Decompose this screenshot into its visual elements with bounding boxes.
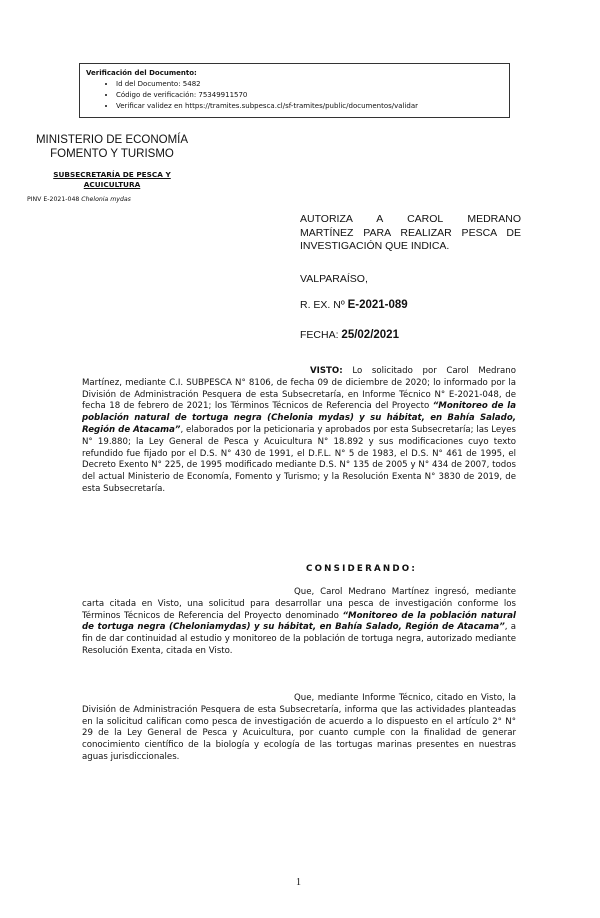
date-label: FECHA: <box>300 329 342 341</box>
resolution-value: E-2021-089 <box>347 299 408 311</box>
considerando-paragraph-1 <box>82 587 516 658</box>
ministry-heading <box>32 133 192 161</box>
verification-title: Verificación del Documento: <box>86 69 197 77</box>
date-value: 25/02/2021 <box>341 329 399 341</box>
resolution-date <box>300 329 399 341</box>
para1-text-2: , a fin de dar continuidad al estudio y monitoreo de la población de tortuga negra, autorizado mediante Resolución Exenta, citada en Visto. <box>82 622 516 656</box>
verification-url[interactable]: • Verificar validez en https://tramites.subpesca.cl/sf-tramites/public/documentos/validar <box>116 101 509 112</box>
subsecretaria-heading <box>36 170 188 190</box>
considerando-heading: CONSIDERANDO: <box>306 564 418 574</box>
pinv-reference <box>27 196 131 203</box>
ministry-line-2: FOMENTO Y TURISMO <box>50 148 174 160</box>
para2-text: Que, mediante Informe Técnico, citado en Visto, la División de Administración Pesquera de esta Subsecretaría, informa que las actividades planteadas en la solicitud califican como pesca de investigación de acuerdo a lo dispuesto en el artículo 2° N° 29 de la Ley General de Pesca y Acuicultura, por cuanto cumple con la finalidad de generar conocimiento científico de la biología y ecología de las tortugas marinas presentes en nuestras aguas jurisdiccionales. <box>82 693 516 762</box>
verification-box <box>79 63 510 118</box>
authorizes-rest: MARTÍNEZ PARA REALIZAR PESCA DE INVESTIGACIÓN QUE INDICA. <box>300 226 521 252</box>
pinv-species: Chelonia mydas <box>81 196 131 203</box>
resolution-number <box>300 299 408 311</box>
pinv-code: PINV E-2021-048 <box>27 196 82 203</box>
para1-project-title: “Monitoreo de la población natural de tortuga negra (Cheloniamydas) y su hábitat, en Bahía Salado, Región de Atacama” <box>82 610 516 633</box>
visto-text-1: Lo solicitado por Carol Medrano Martínez, mediante C.I. SUBPESCA N° 8106, de fecha 09 de diciembre de 2020; lo informado por la División de Administración Pesquera de esta Subsecretaría, en Informe Técnico N° E-2021-048, de fecha 18 de febrero de 2021; los Términos Técnicos de Referencia del Proyecto <box>82 366 516 412</box>
subsecretaria-line-2: ACUICULTURA <box>83 180 141 189</box>
page-number: 1 <box>296 877 301 888</box>
ministry-line-1: MINISTERIO DE ECONOMÍA <box>35 134 189 146</box>
authorizes-line-1: AUTORIZA A CAROL MEDRANO <box>300 213 521 225</box>
visto-project-title: “Monitoreo de la población natural de tortuga negra (Chelonia mydas) y su hábitat, en Bahía Salado, Región de Atacama” <box>82 401 517 435</box>
verification-list <box>86 79 509 112</box>
subsecretaria-line-1: SUBSECRETARÍA DE PESCA Y <box>53 170 171 179</box>
considerando-paragraph-2 <box>82 693 516 764</box>
city: VALPARAÍSO, <box>300 273 368 285</box>
resolution-label: R. EX. Nº <box>300 299 348 311</box>
visto-paragraph <box>82 366 516 496</box>
verification-code: • Código de verificación: 75349911570 <box>116 90 509 101</box>
para1-text-1: Que, Carol Medrano Martínez ingresó, mediante carta citada en Visto, una solicitud para desarrollar una pesca de investigación conforme los Términos Técnicos de Referencia del Proyecto denominado <box>82 587 516 621</box>
document-id: • Id del Documento: 5482 <box>116 79 509 90</box>
visto-label: VISTO: <box>310 366 343 376</box>
visto-text-2: , elaborados por la peticionaria y aprobados por esta Subsecretaría; las Leyes N° 19.880; la Ley General de Pesca y Acuicultura N° 18.892 y sus modificaciones cuyo texto refundido fue fijado por el D.S. N° 430 de 1991, el D.F.L. N° 5 de 1983, el D.S. N° 461 de 1995, el Decreto Exento N° 225, de 1995 modificado mediante D.S. N° 135 de 2005 y N° 434 de 2007, todos del actual Ministerio de Economía, Fomento y Turismo; y la Resolución Exenta N° 3830 de 2019, de esta Subsecretaría. <box>82 424 516 494</box>
